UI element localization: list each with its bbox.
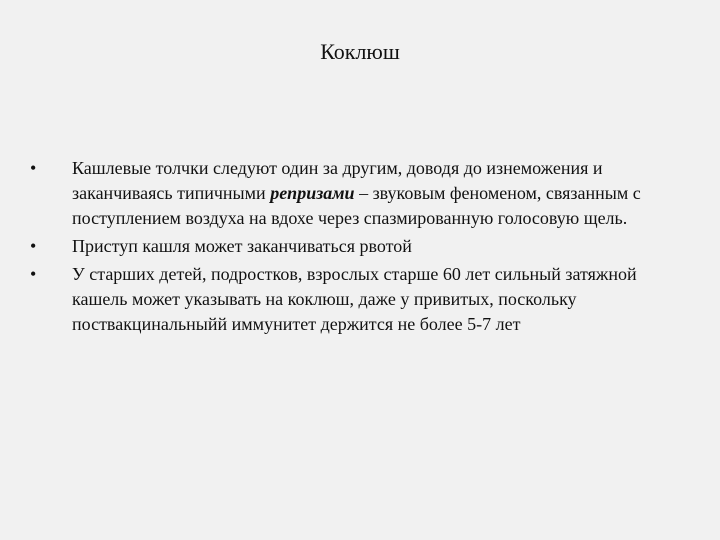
bullet-item-vomiting xyxy=(30,234,680,259)
bullet-marker: • xyxy=(30,158,37,178)
bullet-marker: • xyxy=(30,236,37,256)
slide-title: Коклюш xyxy=(320,39,400,64)
bullet-marker: • xyxy=(30,264,37,284)
bullet-text: У старших детей, подростков, взрослых старше 60 лет сильный затяжной кашель может указывать на коклюш, даже у привитых, поскольку поствакцинальныйй иммунитет держится не более 5-7 лет xyxy=(72,264,637,334)
bullet-text-before: Кашлевые толчки следуют один за другим, доводя до изнеможения и заканчиваясь типичными xyxy=(72,158,603,203)
bullet-item-reprises xyxy=(30,156,680,231)
bullet-item-older-patients xyxy=(30,262,680,337)
bullet-text-after: – звуковым феноменом, связанным с поступлением воздуха на вдохе через спазмированную голосовую щель. xyxy=(72,183,641,228)
bullet-text: Приступ кашля может заканчиваться рвотой xyxy=(72,236,412,256)
bullet-emphasis-term: репризами xyxy=(270,183,355,203)
bullet-list xyxy=(30,156,680,340)
